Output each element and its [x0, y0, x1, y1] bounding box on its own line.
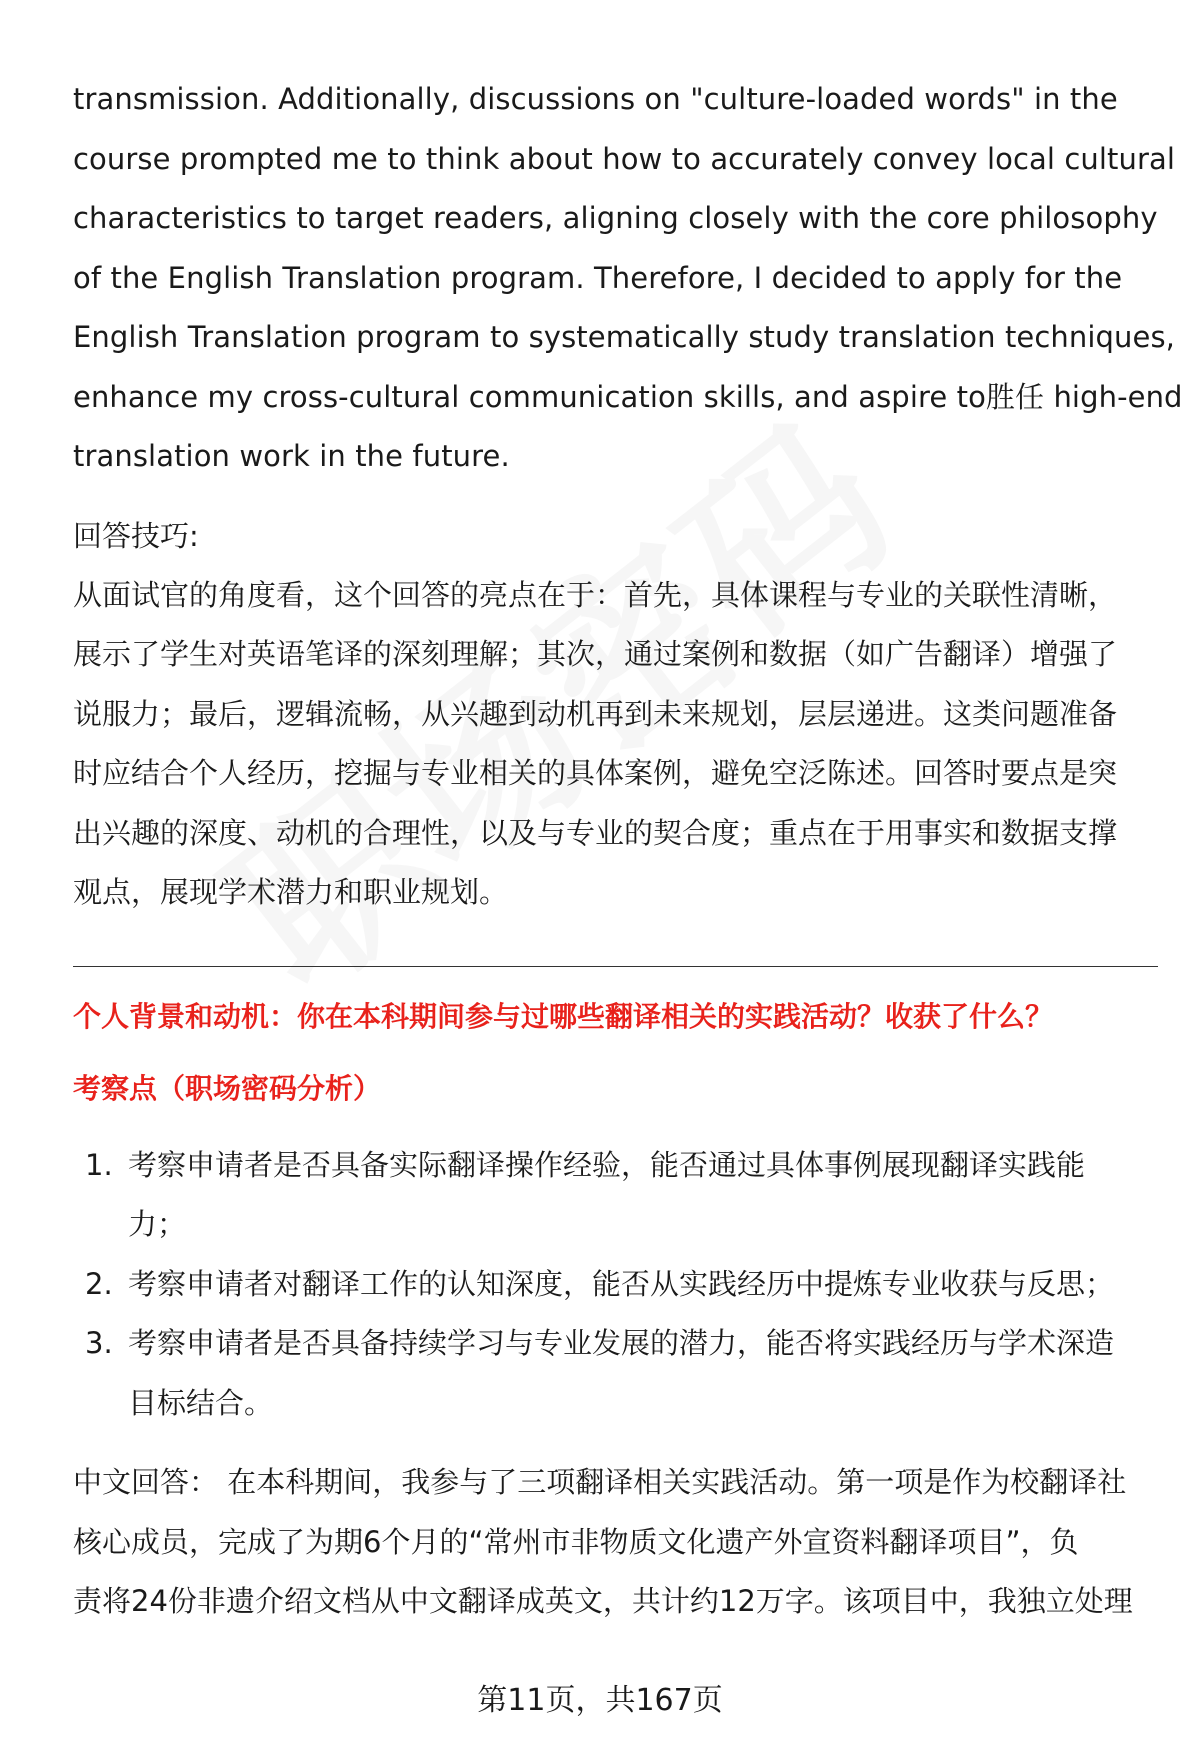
list-text: [128, 1136, 1085, 1255]
tips-label: 回答技巧:: [73, 518, 199, 553]
text-line: of the English Translation program. Therefore, I decided to apply for the: [73, 260, 1123, 295]
text-line: English Translation program to systematically study translation techniques,: [73, 320, 1175, 354]
text-line: characteristics to target readers, aligning closely with the core philosophy: [73, 201, 1158, 235]
text-line: 责将24份非遗介绍文档从中文翻译成英文，共计约12万字。该项目中，我独立处理: [73, 1584, 1133, 1618]
tips-paragraph: [73, 566, 1158, 923]
text-line: 展示了学生对英语笔译的深刻理解；其次，通过案例和数据（如广告翻译）增强了: [73, 637, 1118, 671]
text-line: 从面试官的角度看，这个回答的亮点在于：首先，具体课程与专业的关联性清晰，: [73, 577, 1118, 612]
text-line: 说服力；最后，逻辑流畅，从兴趣到动机再到未来规划，层层递进。这类问题准备: [73, 696, 1118, 731]
text-line: transmission. Additionally, discussions on "culture-loaded words" in the: [73, 82, 1118, 116]
text-line: 考察申请者对翻译工作的认知深度，能否从实践经历中提炼专业收获与反思；: [128, 1266, 1115, 1301]
page-footer: 第11页，共167页: [477, 1683, 723, 1718]
document-page: [73, 70, 1183, 1632]
list-number: 1.: [85, 1147, 113, 1182]
section-divider: [73, 966, 1158, 967]
focus-title: 考察点（职场密码分析）: [73, 1071, 382, 1105]
text-line: 时应结合个人经历，挖掘与专业相关的具体案例，避免空泛陈述。回答时要点是突: [73, 756, 1118, 790]
list-item: [73, 1314, 1158, 1433]
answer-paragraph: [73, 1453, 1158, 1632]
text-line: 力；: [128, 1207, 187, 1241]
text-line: enhance my cross-cultural communication skills, and aspire to胜任 high-end: [73, 379, 1183, 414]
text-line: 核心成员，完成了为期6个月的“常州市非物质文化遗产外宣资料翻译项目”，负: [73, 1524, 1079, 1559]
text-line: course prompted me to think about how to accurately convey local cultural: [73, 141, 1176, 176]
list-item: [73, 1255, 1158, 1315]
list-number: 3.: [85, 1326, 113, 1360]
text-line: 目标结合。: [128, 1385, 274, 1420]
focus-list: [73, 1136, 1158, 1434]
list-number: 2.: [85, 1266, 113, 1301]
text-line: translation work in the future.: [73, 439, 510, 473]
text-line: 出兴趣的深度、动机的合理性，以及与专业的契合度；重点在于用事实和数据支撑: [73, 815, 1118, 850]
question-heading: 个人背景和动机：你在本科期间参与过哪些翻译相关的实践活动？收获了什么？: [73, 999, 1054, 1033]
list-text: [128, 1314, 1114, 1433]
text-line: 考察申请者是否具备实际翻译操作经验，能否通过具体事例展现翻译实践能: [128, 1147, 1086, 1182]
text-line: 考察申请者是否具备持续学习与专业发展的潜力，能否将实践经历与学术深造: [128, 1326, 1115, 1360]
list-item: [73, 1136, 1158, 1255]
english-paragraph: [73, 70, 1183, 487]
text-line: 观点，展现学术潜力和职业规划。: [73, 875, 509, 909]
list-text: [128, 1255, 1114, 1315]
text-line: 中文回答： 在本科期间，我参与了三项翻译相关实践活动。第一项是作为校翻译社: [73, 1465, 1127, 1499]
